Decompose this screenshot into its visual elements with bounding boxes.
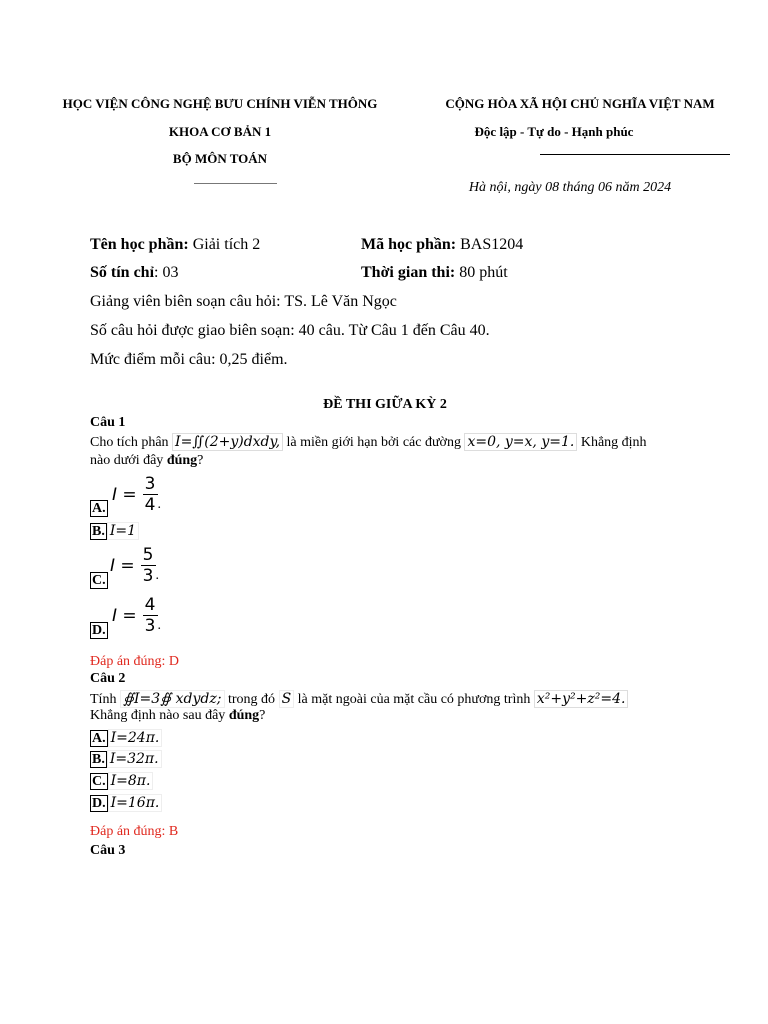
header-left-underline [194, 183, 277, 184]
question-2-option-d[interactable] [90, 794, 162, 812]
option-c-value: I=8π. [108, 772, 154, 790]
option-d-key: D. [92, 623, 106, 638]
option-c-key: C. [92, 774, 106, 789]
question-2-option-b[interactable] [90, 750, 162, 768]
option-d-value: I=16π. [108, 794, 163, 812]
question-1-text: Cho tích phân I=∬(2+y)dxdy, là miền giới hạn bởi các đường x=0, y=x, y=1. Khẳng định [90, 434, 647, 450]
country-subtitle: Độc lập - Tự do - Hạnh phúc [474, 124, 634, 139]
question-2-answer: Đáp án đúng: B [90, 824, 179, 839]
question-1-answer: Đáp án đúng: D [90, 654, 180, 669]
course-name: Tên học phần: Giải tích 2 [90, 236, 261, 253]
exam-title: ĐỀ THI GIỮA KỲ 2 [323, 397, 447, 412]
question-1-formula-2: x=0, y=x, y=1. [464, 433, 577, 451]
option-a-value: I=24π. [108, 729, 163, 747]
option-a-formula: I = $\frac{3}{4}$ . [112, 474, 161, 515]
question-2-option-c[interactable] [90, 772, 153, 790]
question-2-text-line2: Khẳng định nào sau đây đúng? [90, 708, 266, 723]
question-3-label: Câu 3 [90, 843, 126, 858]
option-d-formula: I = $\frac{4}{3}$ . [112, 595, 161, 636]
option-b-value: I=32π. [107, 750, 162, 768]
question-1-option-b[interactable] [90, 522, 139, 540]
option-b-key: B. [92, 752, 105, 767]
exam-time: Thời gian thi: 80 phút [361, 264, 508, 281]
question-2-surface-symbol: S [279, 690, 295, 708]
question-2-label: Câu 2 [90, 671, 126, 686]
option-b-key: B. [92, 524, 105, 539]
country-motto: CỘNG HÒA XÃ HỘI CHỦ NGHĨA VIỆT NAM [445, 96, 715, 111]
credits: Số tín chỉ: 03 [90, 264, 179, 281]
option-b-formula: I=1 [107, 522, 139, 540]
department-name: BỘ MÔN TOÁN [172, 151, 268, 166]
course-code: Mã học phần: BAS1204 [361, 236, 524, 253]
question-count: Số câu hỏi được giao biên soạn: 40 câu. Từ Câu 1 đến Câu 40. [90, 322, 490, 339]
question-1-formula: I=∬(2+y)dxdy, [172, 433, 283, 451]
option-c-key: C. [92, 573, 106, 588]
lecturer: Giảng viên biên soạn câu hỏi: TS. Lê Văn Ngọc [90, 293, 397, 310]
score-per-question: Mức điểm mỗi câu: 0,25 điểm. [90, 351, 288, 368]
question-2-formula: ∯I=3∯ xdydz; [120, 690, 225, 708]
option-a-key: A. [92, 501, 106, 516]
option-a-key: A. [92, 731, 106, 746]
question-1-text-line2: nào dưới đây đúng? [90, 453, 204, 468]
option-d-key: D. [92, 796, 106, 811]
option-c-formula: I = $\frac{5}{3}$ . [110, 545, 159, 586]
institute-name: HỌC VIỆN CÔNG NGHỆ BƯU CHÍNH VIỄN THÔNG [62, 96, 378, 111]
question-2-option-a[interactable] [90, 729, 162, 747]
question-2-sphere-equation: x²+y²+z²=4. [534, 690, 629, 708]
document-date: Hà nội, ngày 08 tháng 06 năm 2024 [468, 180, 672, 195]
header-right-underline [540, 154, 730, 155]
question-2-text: Tính ∯I=3∯ xdydz; trong đó S là mặt ngoài của mặt cầu có phương trình x²+y²+z²=4. [90, 690, 628, 708]
question-1-label: Câu 1 [90, 415, 126, 430]
faculty-name: KHOA CƠ BẢN 1 [168, 124, 272, 139]
